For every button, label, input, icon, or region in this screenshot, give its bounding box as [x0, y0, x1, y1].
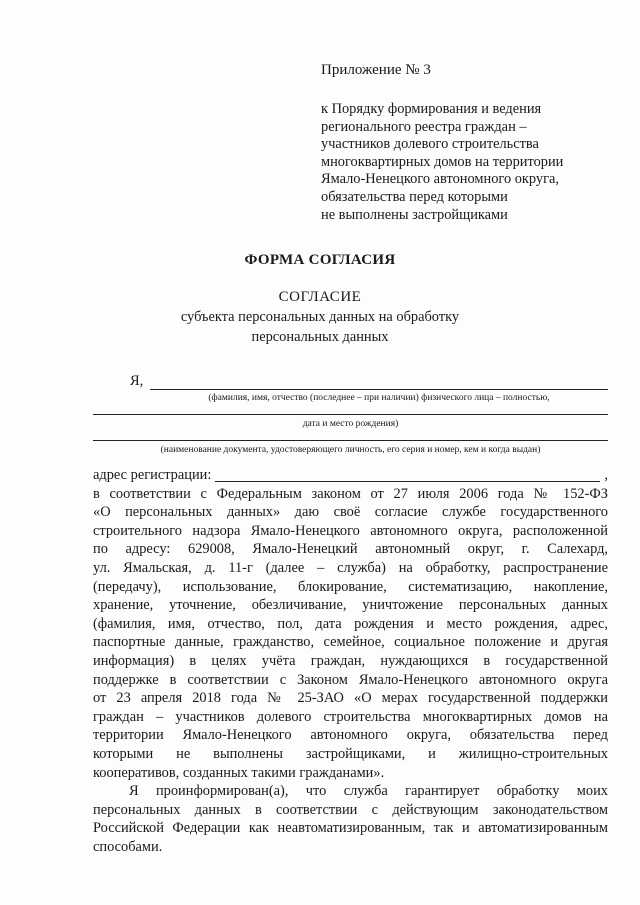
- body-line: поддержке в соответствии с Законом Ямало-Ненецкого автономного округа: [93, 671, 608, 688]
- para2-line: персональных данных в соответствии с действующим законодательством: [93, 801, 608, 818]
- body-line: (передачу), использование, блокирование, систематизацию, накопление,: [93, 578, 608, 595]
- appendix-line: обязательства перед которыми: [321, 188, 508, 205]
- appendix-line: не выполнены застройщиками: [321, 206, 508, 223]
- address-input-line[interactable]: [215, 481, 600, 482]
- consent-heading: СОГЛАСИЕ: [278, 289, 362, 305]
- body-line: ул. Ямальская, д. 11-г (далее – служба) на обработку, распространение: [93, 559, 608, 576]
- para2-line: Российской Федерации как неавтоматизированным, так и автоматизированным: [93, 820, 608, 837]
- para2-line: Я проинформирован(а), что служба гарантирует обработку моих: [129, 783, 608, 800]
- form-title: ФОРМА СОГЛАСИЯ: [244, 252, 396, 268]
- appendix-line: регионального реестра граждан –: [321, 118, 527, 135]
- appendix-line: к Порядку формирования и ведения: [321, 101, 542, 117]
- para2-line: способами.: [93, 838, 163, 855]
- body-line: строительного надзора Ямало-Ненецкого автономного округа, расположенной: [93, 522, 608, 539]
- body-line: от 23 апреля 2018 года № 25-ЗАО «О мерах государственной поддержки: [93, 690, 608, 707]
- appendix-line: многоквартирных домов на территории: [321, 153, 564, 170]
- document-input-line[interactable]: [93, 440, 608, 441]
- body-line: кооперативов, созданных такими гражданами».: [93, 764, 385, 781]
- hint-name: (фамилия, имя, отчество (последнее – при наличии) физического лица – полностью,: [208, 393, 550, 403]
- body-line: информация) в целях учёта граждан, нуждающихся в государственной: [93, 652, 608, 669]
- address-row: [93, 466, 608, 485]
- appendix-line: участников долевого строительства: [321, 136, 539, 153]
- address-comma: ,: [604, 467, 608, 483]
- body-line: граждан – участников долевого строительства многоквартирных домов на: [93, 708, 608, 725]
- hint-birth: дата и место рождения): [302, 419, 399, 429]
- body-line: по адресу: 629008, Ямало-Ненецкий автономный округ, г. Салехард,: [93, 541, 608, 558]
- body-line: «О персональных данных» даю своё согласие службе государственного: [93, 504, 608, 521]
- appendix-line: Ямало-Ненецкого автономного округа,: [321, 171, 560, 188]
- appendix-block: [321, 60, 621, 224]
- consent-body: [93, 466, 608, 856]
- body-line: которыми не выполнены застройщиками, и жилищно-строительных: [93, 745, 608, 762]
- body-line: в соответствии с Федеральным законом от 27 июля 2006 года № 152-ФЗ: [93, 485, 608, 502]
- consent-subheading-1: субъекта персональных данных на обработку: [180, 309, 460, 325]
- address-label: адрес регистрации:: [93, 467, 212, 483]
- consent-subheading-2: персональных данных: [251, 329, 389, 345]
- body-line: (фамилия, имя, отчество, пол, дата рождения и место рождения, адрес,: [93, 615, 608, 632]
- body-line: хранение, уточнение, обезличивание, уничтожение персональных данных: [93, 597, 608, 614]
- ya-label: Я,: [130, 373, 144, 389]
- body-line: территории Ямало-Ненецкого автономного округа, обязательства перед: [93, 727, 608, 744]
- name-input-line[interactable]: [150, 389, 608, 390]
- consent-header: [0, 287, 640, 347]
- appendix-title: Приложение № 3: [321, 62, 431, 78]
- body-line: паспортные данные, гражданство, семейное, социальное положение и другая: [93, 634, 608, 651]
- birth-input-line[interactable]: [93, 414, 608, 415]
- hint-document: (наименование документа, удостоверяющего личность, его серия и номер, кем и когда выдан): [160, 445, 541, 455]
